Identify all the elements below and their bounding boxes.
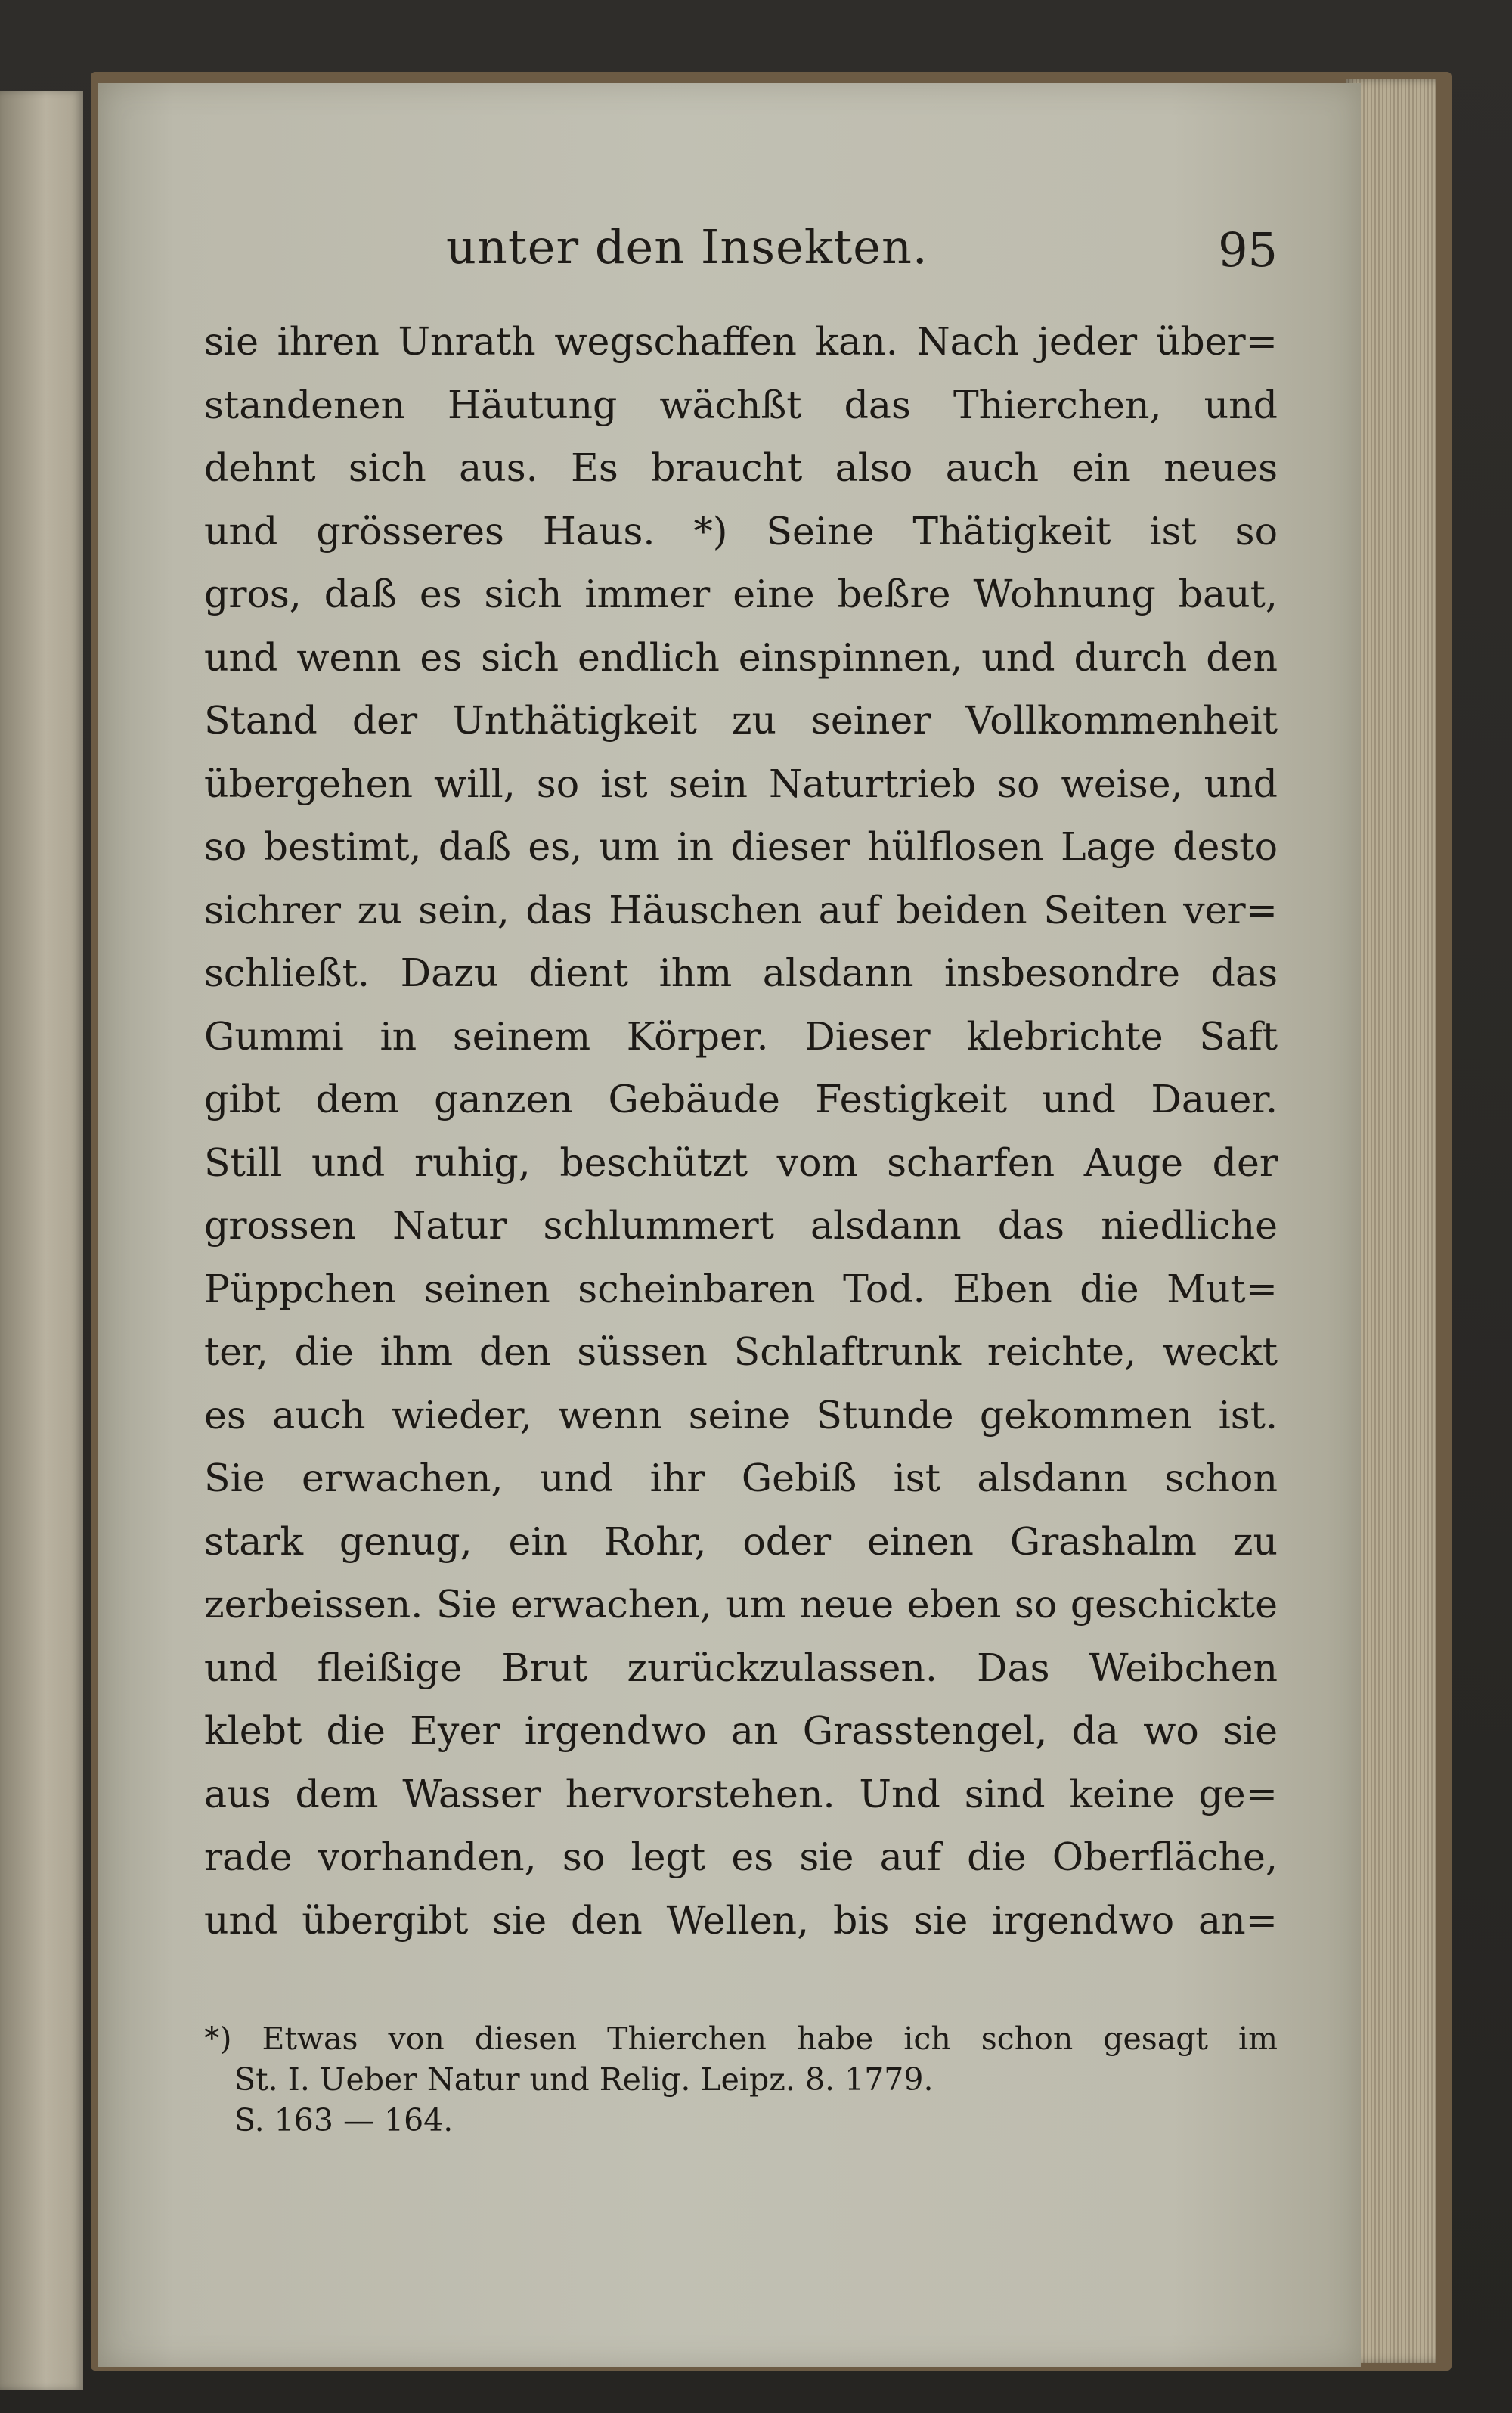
text-line: Sie erwachen, und ihr Gebiß ist alsdann schon xyxy=(204,1456,1278,1500)
footnote xyxy=(204,2018,1278,2141)
body-text xyxy=(204,310,1278,1952)
text-line: Still und ruhig, beschützt vom scharfen Auge der xyxy=(204,1140,1278,1185)
text-line: schließt. Dazu dient ihm alsdann insbesondre das xyxy=(204,951,1278,995)
footnote-line: S. 163 — 164. xyxy=(234,2102,454,2139)
text-line: standenen Häutung wächßt das Thierchen, und xyxy=(204,382,1278,427)
footnote-line: *) Etwas von diesen Thierchen habe ich schon gesagt im xyxy=(204,2021,1278,2057)
text-line: Stand der Unthätigkeit zu seiner Vollkommenheit xyxy=(204,698,1278,743)
text-line: grossen Natur schlummert alsdann das niedliche xyxy=(204,1203,1278,1248)
text-line: und wenn es sich endlich einspinnen, und durch den xyxy=(204,634,1278,680)
page-header xyxy=(204,219,1278,310)
text-line: dehnt sich aus. Es braucht also auch ein neues xyxy=(204,445,1278,490)
text-line: aus dem Wasser hervorstehen. Und sind keine ge= xyxy=(204,1771,1278,1816)
text-line: sie ihren Unrath wegschaffen kan. Nach jeder über= xyxy=(204,319,1278,364)
running-head: unter den Insekten. xyxy=(446,219,928,274)
text-line: sichrer zu sein, das Häuschen auf beiden Seiten ver= xyxy=(204,887,1278,932)
text-line: Gummi in seinem Körper. Dieser klebrichte Saft xyxy=(204,1013,1278,1059)
text-line: übergehen will, so ist sein Naturtrieb so weise, und xyxy=(204,761,1278,806)
text-line: ter, die ihm den süssen Schlaftrunk reichte, weckt xyxy=(204,1329,1278,1374)
text-line: rade vorhanden, so legt es sie auf die Oberfläche, xyxy=(204,1835,1278,1879)
footnote-line: St. I. Ueber Natur und Relig. Leipz. 8. 1779. xyxy=(234,2061,934,2098)
text-line: Püppchen seinen scheinbaren Tod. Eben die Mut= xyxy=(204,1266,1278,1311)
page-number: 95 xyxy=(1218,222,1278,278)
left-page-edge xyxy=(0,91,83,2390)
text-line: gros, daß es sich immer eine beßre Wohnung baut, xyxy=(204,572,1278,616)
text-line: so bestimt, daß es, um in dieser hülflosen Lage desto xyxy=(204,824,1278,869)
text-line: gibt dem ganzen Gebäude Festigkeit und Dauer. xyxy=(204,1077,1278,1121)
text-line: und übergibt sie den Wellen, bis sie irgendwo an= xyxy=(204,1897,1278,1943)
book-page xyxy=(98,83,1361,2367)
text-line: klebt die Eyer irgendwo an Grasstengel, da wo sie xyxy=(204,1708,1278,1753)
text-line: und grösseres Haus. *) Seine Thätigkeit ist so xyxy=(204,508,1278,554)
text-line: stark genug, ein Rohr, oder einen Grashalm zu xyxy=(204,1518,1278,1564)
text-line: es auch wieder, wenn seine Stunde gekommen ist. xyxy=(204,1392,1278,1438)
text-line: und fleißige Brut zurückzulassen. Das Weibchen xyxy=(204,1645,1278,1690)
page-content xyxy=(204,219,1278,2141)
text-line: zerbeissen. Sie erwachen, um neue eben so geschickte xyxy=(204,1582,1278,1627)
